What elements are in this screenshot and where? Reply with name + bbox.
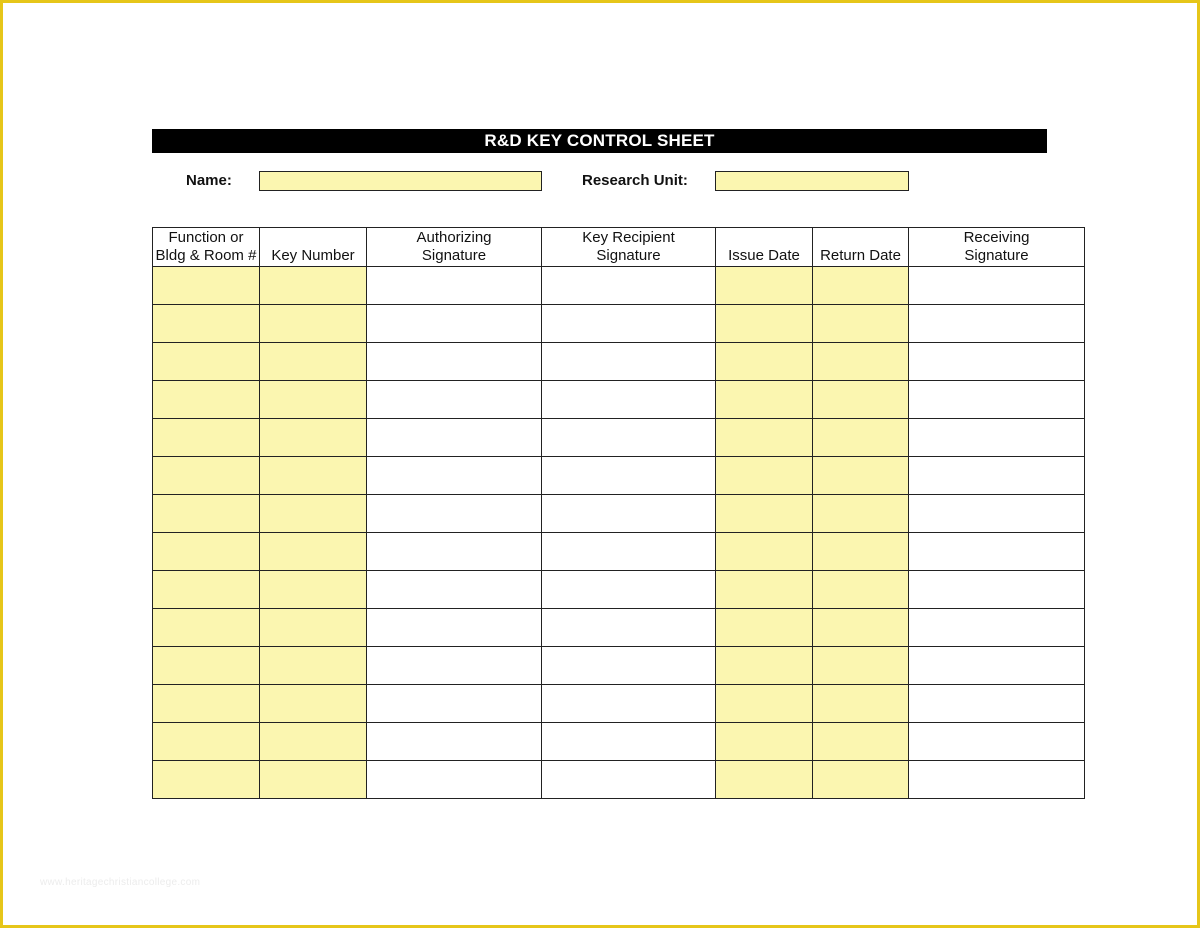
table-row: [153, 571, 1085, 609]
signature-cell[interactable]: [367, 723, 542, 761]
column-header-line: Function or: [168, 229, 244, 246]
signature-cell[interactable]: [542, 571, 716, 609]
signature-cell[interactable]: [909, 761, 1085, 799]
signature-cell[interactable]: [367, 533, 542, 571]
entry-cell[interactable]: [260, 495, 367, 533]
entry-cell[interactable]: [813, 381, 909, 419]
key-log-table: [152, 227, 1085, 799]
entry-cell[interactable]: [813, 533, 909, 571]
entry-cell[interactable]: [813, 305, 909, 343]
entry-cell[interactable]: [813, 343, 909, 381]
signature-cell[interactable]: [542, 495, 716, 533]
column-header-line: Signature: [596, 247, 661, 264]
signature-cell[interactable]: [367, 495, 542, 533]
table-row: [153, 419, 1085, 457]
entry-cell[interactable]: [153, 267, 260, 305]
signature-cell[interactable]: [909, 647, 1085, 685]
header-row: [153, 228, 1085, 267]
signature-cell[interactable]: [542, 381, 716, 419]
entry-cell[interactable]: [813, 419, 909, 457]
entry-cell[interactable]: [716, 609, 813, 647]
column-header-line: Receiving: [963, 229, 1030, 246]
entry-cell[interactable]: [813, 647, 909, 685]
entry-cell[interactable]: [716, 457, 813, 495]
entry-cell[interactable]: [813, 609, 909, 647]
signature-cell[interactable]: [909, 419, 1085, 457]
column-header-line: Return Date: [820, 247, 901, 264]
signature-cell[interactable]: [367, 305, 542, 343]
table-row: [153, 609, 1085, 647]
entry-cell[interactable]: [260, 609, 367, 647]
entry-cell[interactable]: [716, 533, 813, 571]
column-header-line: Issue Date: [728, 247, 800, 264]
entry-cell[interactable]: [153, 457, 260, 495]
signature-cell[interactable]: [909, 381, 1085, 419]
column-header-line: Signature: [964, 247, 1029, 264]
column-header: [542, 228, 716, 267]
entry-cell[interactable]: [716, 761, 813, 799]
signature-cell[interactable]: [909, 533, 1085, 571]
name-label: Name:: [186, 172, 232, 189]
entry-cell[interactable]: [716, 647, 813, 685]
entry-cell[interactable]: [260, 685, 367, 723]
signature-cell[interactable]: [542, 343, 716, 381]
entry-cell[interactable]: [813, 761, 909, 799]
table-row: [153, 647, 1085, 685]
signature-cell[interactable]: [367, 609, 542, 647]
signature-cell[interactable]: [542, 761, 716, 799]
entry-cell[interactable]: [813, 267, 909, 305]
column-header: [716, 228, 813, 267]
entry-cell[interactable]: [153, 761, 260, 799]
signature-cell[interactable]: [909, 457, 1085, 495]
entry-cell[interactable]: [260, 343, 367, 381]
entry-cell[interactable]: [813, 571, 909, 609]
table-row: [153, 381, 1085, 419]
entry-cell[interactable]: [716, 685, 813, 723]
sheet-title: R&D KEY CONTROL SHEET: [152, 129, 1047, 153]
signature-cell[interactable]: [367, 457, 542, 495]
signature-cell[interactable]: [367, 647, 542, 685]
table-row: [153, 267, 1085, 305]
entry-cell[interactable]: [153, 647, 260, 685]
entry-cell[interactable]: [260, 305, 367, 343]
table-row: [153, 343, 1085, 381]
signature-cell[interactable]: [909, 267, 1085, 305]
column-header: [153, 228, 260, 267]
entry-cell[interactable]: [813, 457, 909, 495]
column-header: [909, 228, 1085, 267]
table-row: [153, 533, 1085, 571]
column-header-line: Key Number: [271, 247, 355, 264]
research-unit-field[interactable]: [715, 171, 909, 191]
entry-cell[interactable]: [260, 761, 367, 799]
entry-cell[interactable]: [153, 723, 260, 761]
entry-cell[interactable]: [260, 267, 367, 305]
name-field[interactable]: [259, 171, 542, 191]
entry-cell[interactable]: [153, 495, 260, 533]
entry-cell[interactable]: [153, 419, 260, 457]
signature-cell[interactable]: [542, 419, 716, 457]
signature-cell[interactable]: [367, 343, 542, 381]
table-row: [153, 495, 1085, 533]
entry-cell[interactable]: [260, 723, 367, 761]
entry-cell[interactable]: [153, 685, 260, 723]
entry-cell[interactable]: [153, 381, 260, 419]
table-row: [153, 457, 1085, 495]
table-row: [153, 761, 1085, 799]
entry-cell[interactable]: [260, 457, 367, 495]
signature-cell[interactable]: [367, 685, 542, 723]
column-header-line: Authorizing: [416, 229, 492, 246]
entry-cell[interactable]: [813, 685, 909, 723]
signature-cell[interactable]: [542, 647, 716, 685]
entry-cell[interactable]: [813, 723, 909, 761]
column-header: [260, 228, 367, 267]
signature-cell[interactable]: [909, 495, 1085, 533]
signature-cell[interactable]: [909, 685, 1085, 723]
signature-cell[interactable]: [367, 571, 542, 609]
entry-cell[interactable]: [716, 381, 813, 419]
entry-cell[interactable]: [153, 343, 260, 381]
entry-cell[interactable]: [260, 647, 367, 685]
column-header: [813, 228, 909, 267]
signature-cell[interactable]: [542, 685, 716, 723]
table-body: [153, 267, 1085, 799]
entry-cell[interactable]: [153, 609, 260, 647]
table-row: [153, 305, 1085, 343]
entry-cell[interactable]: [260, 419, 367, 457]
signature-cell[interactable]: [367, 267, 542, 305]
signature-cell[interactable]: [909, 571, 1085, 609]
entry-cell[interactable]: [260, 533, 367, 571]
signature-cell[interactable]: [542, 609, 716, 647]
entry-cell[interactable]: [260, 381, 367, 419]
entry-cell[interactable]: [716, 305, 813, 343]
entry-cell[interactable]: [716, 571, 813, 609]
signature-cell[interactable]: [909, 609, 1085, 647]
signature-cell[interactable]: [542, 723, 716, 761]
entry-cell[interactable]: [153, 533, 260, 571]
signature-cell[interactable]: [542, 457, 716, 495]
table-row: [153, 685, 1085, 723]
entry-cell[interactable]: [260, 571, 367, 609]
column-header-line: Bldg & Room #: [155, 247, 257, 264]
table-header: [153, 228, 1085, 267]
signature-cell[interactable]: [909, 723, 1085, 761]
research-unit-label: Research Unit:: [582, 172, 688, 189]
entry-cell[interactable]: [716, 419, 813, 457]
signature-cell[interactable]: [367, 381, 542, 419]
signature-cell[interactable]: [909, 343, 1085, 381]
signature-cell[interactable]: [909, 305, 1085, 343]
signature-cell[interactable]: [367, 761, 542, 799]
entry-cell[interactable]: [153, 305, 260, 343]
column-header-line: Key Recipient: [582, 229, 675, 246]
column-header: [367, 228, 542, 267]
signature-cell[interactable]: [367, 419, 542, 457]
watermark: www.heritagechristiancollege.com: [40, 877, 201, 888]
entry-cell[interactable]: [716, 343, 813, 381]
signature-cell[interactable]: [542, 305, 716, 343]
entry-cell[interactable]: [813, 495, 909, 533]
entry-cell[interactable]: [153, 571, 260, 609]
signature-cell[interactable]: [542, 533, 716, 571]
signature-cell[interactable]: [542, 267, 716, 305]
entry-cell[interactable]: [716, 723, 813, 761]
entry-cell[interactable]: [716, 267, 813, 305]
table-row: [153, 723, 1085, 761]
entry-cell[interactable]: [716, 495, 813, 533]
column-header-line: Signature: [421, 247, 487, 264]
